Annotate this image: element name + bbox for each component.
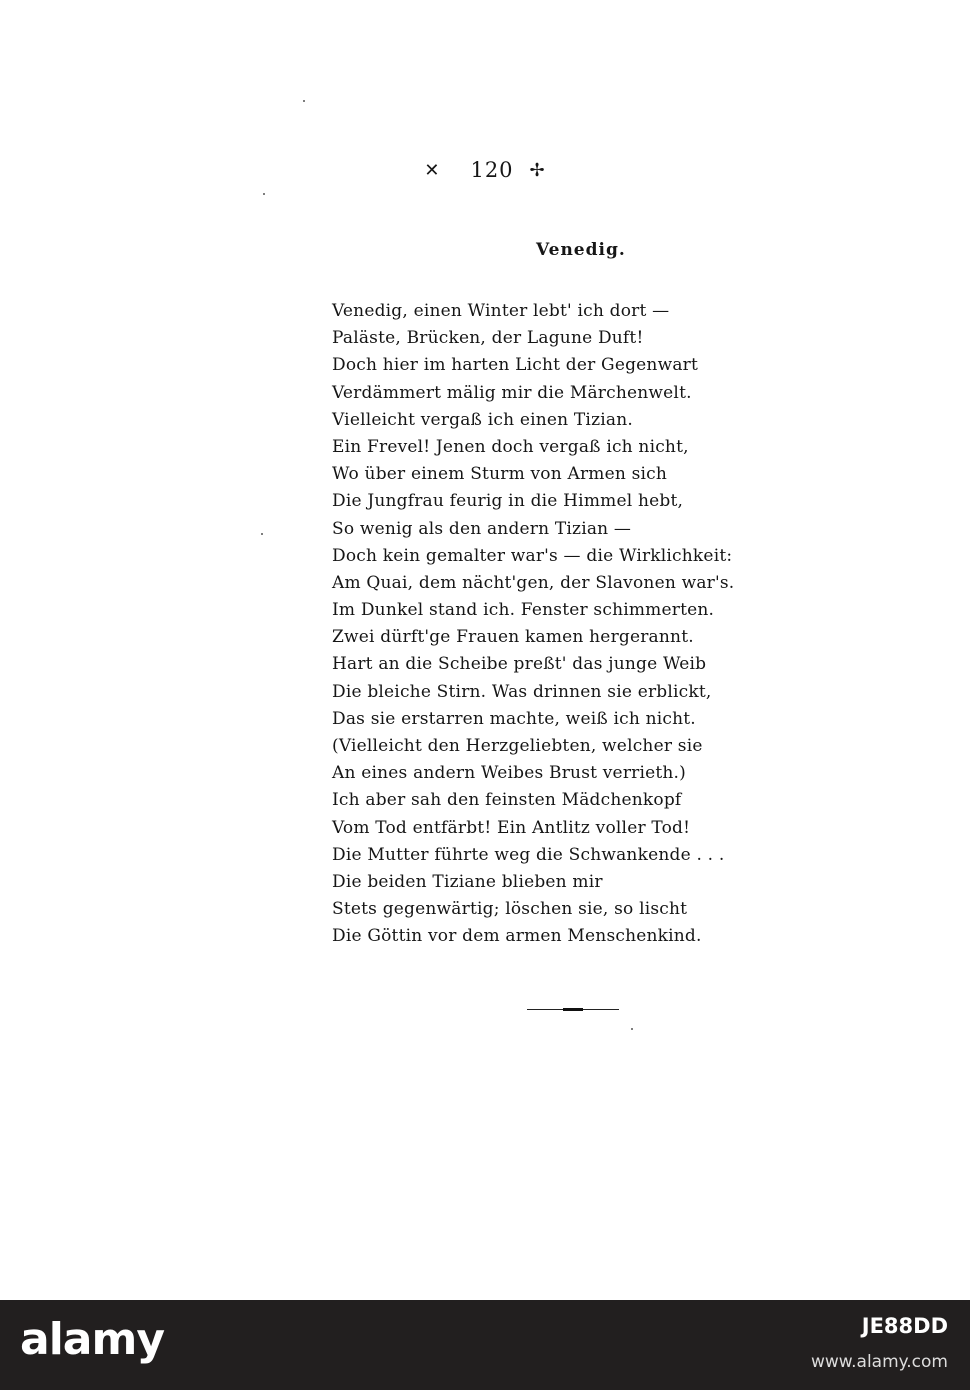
dust-speck [261, 533, 263, 535]
rule-center-mark [563, 1008, 583, 1011]
poem-body [332, 298, 792, 951]
dust-speck [631, 1028, 633, 1030]
poem-line: Doch hier im harten Licht der Gegenwart [332, 355, 699, 376]
poem-line: Die bleiche Stirn. Was drinnen sie erblickt, [332, 681, 712, 702]
poem-line: So wenig als den andern Tizian — [332, 518, 632, 539]
poem-line: Die Göttin vor dem armen Menschenkind. [332, 926, 702, 947]
watermark-footer [0, 1300, 970, 1390]
poem-line: Hart an die Scheibe preßt' das junge Weib [332, 654, 707, 675]
poem-line: Zwei dürft'ge Frauen kamen hergerannt. [332, 627, 694, 648]
dust-speck [263, 193, 265, 195]
end-rule-divider [527, 1008, 619, 1010]
poem-line: Die Mutter führte weg die Schwankende . . . [332, 844, 725, 865]
poem-line: Vielleicht vergaß ich einen Tizian. [332, 409, 633, 430]
left-ornament-icon: ✕ [424, 160, 441, 181]
dust-speck [303, 100, 305, 102]
poem-line: Vom Tod entfärbt! Ein Antlitz voller Tod! [332, 817, 691, 838]
poem-line: Das sie erstarren machte, weiß ich nicht. [332, 708, 696, 729]
page-header [0, 158, 970, 182]
poem-line: Paläste, Brücken, der Lagune Duft! [332, 328, 644, 349]
page-number: 120 [470, 158, 514, 182]
image-id: JE88DD [861, 1314, 948, 1338]
poem-line: Stets gegenwärtig; löschen sie, so lischt [332, 899, 688, 920]
poem-line: Ich aber sah den feinsten Mädchenkopf [332, 790, 682, 811]
poem-title: Venedig. [536, 240, 626, 260]
poem-line: Ein Frevel! Jenen doch vergaß ich nicht, [332, 436, 689, 457]
poem-line: Die beiden Tiziane blieben mir [332, 871, 603, 892]
poem-line: Im Dunkel stand ich. Fenster schimmerten. [332, 600, 715, 621]
right-ornament-icon: ✢ [529, 160, 546, 181]
poem-line: (Vielleicht den Herzgeliebten, welcher sie [332, 736, 703, 756]
poem-line: Wo über einem Sturm von Armen sich [332, 464, 668, 485]
brand-logo: alamy [20, 1314, 164, 1365]
poem-line: Venedig, einen Winter lebt' ich dort — [332, 301, 670, 321]
poem-line: Verdämmert mälig mir die Märchenwelt. [332, 382, 692, 403]
poem-line: Doch kein gemalter war's — die Wirklichkeit: [332, 545, 733, 566]
poem-line: An eines andern Weibes Brust verrieth.) [332, 763, 686, 784]
site-url: www.alamy.com [810, 1352, 948, 1372]
poem-line: Am Quai, dem nächt'gen, der Slavonen war's. [332, 572, 735, 593]
poem-line: Die Jungfrau feurig in die Himmel hebt, [332, 491, 684, 512]
